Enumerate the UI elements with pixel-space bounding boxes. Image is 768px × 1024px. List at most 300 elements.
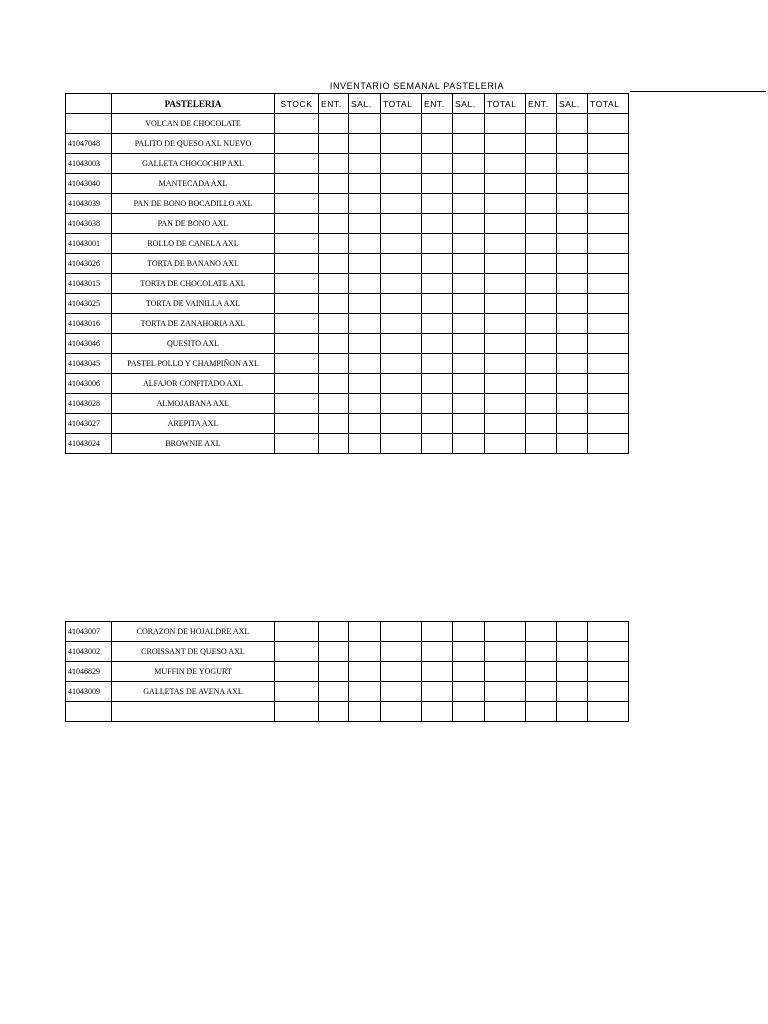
inventory-cell[interactable]	[319, 374, 349, 394]
inventory-cell[interactable]	[319, 174, 349, 194]
product-name: BROWNIE AXL	[112, 434, 275, 454]
product-code: 41043001	[66, 234, 112, 254]
inventory-cell[interactable]	[381, 682, 422, 702]
inventory-cell[interactable]	[275, 194, 319, 214]
product-code	[66, 114, 112, 134]
inventory-cell[interactable]	[381, 702, 422, 722]
inventory-cell[interactable]	[557, 154, 588, 174]
table-row	[66, 682, 629, 702]
product-code: 41043027	[66, 414, 112, 434]
product-name: QUESITO AXL	[112, 334, 275, 354]
inventory-cell[interactable]	[319, 682, 349, 702]
inventory-cell[interactable]	[275, 154, 319, 174]
inventory-cell[interactable]	[319, 314, 349, 334]
inventory-cell[interactable]	[557, 642, 588, 662]
inventory-cell[interactable]	[349, 154, 381, 174]
header-total-3: TOTAL	[588, 94, 629, 114]
header-sal-3: SAL.	[557, 94, 588, 114]
product-code: 41043028	[66, 394, 112, 414]
inventory-cell[interactable]	[319, 114, 349, 134]
inventory-cell[interactable]	[349, 394, 381, 414]
inventory-cell[interactable]	[588, 394, 629, 414]
inventory-cell[interactable]	[275, 314, 319, 334]
inventory-cell[interactable]	[485, 174, 526, 194]
inventory-cell[interactable]	[557, 374, 588, 394]
inventory-cell[interactable]	[557, 682, 588, 702]
inventory-cell[interactable]	[557, 394, 588, 414]
table-row	[66, 134, 629, 154]
inventory-cell[interactable]	[485, 234, 526, 254]
inventory-cell[interactable]	[557, 194, 588, 214]
inventory-cell[interactable]	[557, 354, 588, 374]
inventory-cell[interactable]	[526, 354, 557, 374]
inventory-cell[interactable]	[422, 662, 453, 682]
inventory-cell[interactable]	[349, 434, 381, 454]
inventory-cell[interactable]	[422, 294, 453, 314]
inventory-cell[interactable]	[381, 434, 422, 454]
inventory-cell[interactable]	[381, 254, 422, 274]
inventory-cell[interactable]	[349, 234, 381, 254]
inventory-cell[interactable]	[275, 354, 319, 374]
table-row	[66, 314, 629, 334]
table-row	[66, 702, 629, 722]
inventory-cell[interactable]	[485, 354, 526, 374]
product-name: GALLETA CHOCOCHIP AXL	[112, 154, 275, 174]
product-code: 41043009	[66, 682, 112, 702]
inventory-cell[interactable]	[349, 414, 381, 434]
inventory-cell[interactable]	[485, 274, 526, 294]
inventory-cell[interactable]	[349, 702, 381, 722]
inventory-cell[interactable]	[319, 354, 349, 374]
table-row	[66, 394, 629, 414]
header-ent-3: ENT.	[526, 94, 557, 114]
inventory-cell[interactable]	[381, 662, 422, 682]
inventory-cell[interactable]	[453, 114, 485, 134]
inventory-cell[interactable]	[319, 134, 349, 154]
product-code: 41043002	[66, 642, 112, 662]
inventory-cell[interactable]	[526, 434, 557, 454]
inventory-cell[interactable]	[381, 294, 422, 314]
inventory-cell[interactable]	[526, 154, 557, 174]
inventory-cell[interactable]	[588, 414, 629, 434]
inventory-cell[interactable]	[381, 154, 422, 174]
inventory-cell[interactable]	[588, 194, 629, 214]
inventory-cell[interactable]	[422, 622, 453, 642]
inventory-cell[interactable]	[381, 114, 422, 134]
inventory-cell[interactable]	[422, 394, 453, 414]
inventory-cell[interactable]	[275, 114, 319, 134]
product-code: 41043024	[66, 434, 112, 454]
header-total-1: TOTAL	[381, 94, 422, 114]
inventory-cell[interactable]	[557, 434, 588, 454]
inventory-cell[interactable]	[275, 214, 319, 234]
inventory-cell[interactable]	[349, 662, 381, 682]
inventory-cell[interactable]	[422, 134, 453, 154]
inventory-cell[interactable]	[275, 434, 319, 454]
table-row	[66, 334, 629, 354]
product-code: 41046829	[66, 662, 112, 682]
inventory-cell[interactable]	[422, 274, 453, 294]
inventory-cell[interactable]	[319, 254, 349, 274]
inventory-cell[interactable]	[349, 274, 381, 294]
inventory-cell[interactable]	[588, 274, 629, 294]
inventory-cell[interactable]	[485, 254, 526, 274]
inventory-cell[interactable]	[485, 622, 526, 642]
inventory-table-main	[65, 93, 629, 454]
inventory-cell[interactable]	[588, 702, 629, 722]
product-code: 41043046	[66, 334, 112, 354]
inventory-cell[interactable]	[588, 334, 629, 354]
product-name: TORTA DE CHOCOLATE AXL	[112, 274, 275, 294]
table-row	[66, 254, 629, 274]
table-row	[66, 434, 629, 454]
inventory-cell[interactable]	[453, 254, 485, 274]
inventory-cell[interactable]	[453, 174, 485, 194]
inventory-cell[interactable]	[588, 374, 629, 394]
header-stock: STOCK	[275, 94, 319, 114]
inventory-cell[interactable]	[526, 294, 557, 314]
inventory-cell[interactable]	[349, 134, 381, 154]
inventory-cell[interactable]	[485, 414, 526, 434]
inventory-cell[interactable]	[422, 314, 453, 334]
inventory-cell[interactable]	[381, 354, 422, 374]
inventory-cell[interactable]	[275, 662, 319, 682]
inventory-cell[interactable]	[453, 274, 485, 294]
product-name	[112, 702, 275, 722]
inventory-cell[interactable]	[453, 214, 485, 234]
inventory-cell[interactable]	[526, 214, 557, 234]
product-code: 41043025	[66, 294, 112, 314]
inventory-cell[interactable]	[485, 114, 526, 134]
product-name: PAN DE BONO BOCADILLO AXL	[112, 194, 275, 214]
table-row	[66, 354, 629, 374]
inventory-cell[interactable]	[526, 234, 557, 254]
inventory-cell[interactable]	[588, 234, 629, 254]
inventory-cell[interactable]	[319, 662, 349, 682]
inventory-cell[interactable]	[275, 682, 319, 702]
header-total-2: TOTAL	[485, 94, 526, 114]
inventory-cell[interactable]	[557, 622, 588, 642]
table-row	[66, 194, 629, 214]
product-name: ALMOJABANA AXL	[112, 394, 275, 414]
product-name: TORTA DE VAINILLA AXL	[112, 294, 275, 314]
inventory-cell[interactable]	[557, 414, 588, 434]
product-name: MUFFIN DE YOGURT	[112, 662, 275, 682]
inventory-cell[interactable]	[526, 642, 557, 662]
product-name: CORAZON DE HOJALDRE AXL	[112, 622, 275, 642]
product-name: TORTA DE ZANAHORIA AXL	[112, 314, 275, 334]
inventory-cell[interactable]	[422, 414, 453, 434]
inventory-cell[interactable]	[526, 394, 557, 414]
product-code: 41043039	[66, 194, 112, 214]
inventory-cell[interactable]	[485, 294, 526, 314]
inventory-cell[interactable]	[526, 114, 557, 134]
inventory-cell[interactable]	[557, 114, 588, 134]
table-row	[66, 662, 629, 682]
table-row	[66, 154, 629, 174]
inventory-cell[interactable]	[588, 662, 629, 682]
inventory-cell[interactable]	[422, 334, 453, 354]
inventory-cell[interactable]	[275, 174, 319, 194]
inventory-cell[interactable]	[349, 374, 381, 394]
inventory-cell[interactable]	[381, 214, 422, 234]
inventory-cell[interactable]	[526, 134, 557, 154]
inventory-cell[interactable]	[526, 414, 557, 434]
inventory-cell[interactable]	[319, 334, 349, 354]
inventory-cell[interactable]	[319, 394, 349, 414]
header-sal-2: SAL.	[453, 94, 485, 114]
inventory-cell[interactable]	[381, 374, 422, 394]
product-code: 41043038	[66, 214, 112, 234]
product-name: PASTEL POLLO Y CHAMPIÑON AXL	[112, 354, 275, 374]
inventory-cell[interactable]	[485, 434, 526, 454]
inventory-cell[interactable]	[381, 642, 422, 662]
inventory-cell[interactable]	[275, 294, 319, 314]
inventory-cell[interactable]	[381, 414, 422, 434]
inventory-cell[interactable]	[349, 622, 381, 642]
inventory-cell[interactable]	[557, 314, 588, 334]
inventory-cell[interactable]	[422, 354, 453, 374]
inventory-cell[interactable]	[588, 254, 629, 274]
product-code: 41043003	[66, 154, 112, 174]
inventory-cell[interactable]	[453, 702, 485, 722]
table-row	[66, 174, 629, 194]
inventory-cell[interactable]	[588, 154, 629, 174]
inventory-cell[interactable]	[588, 294, 629, 314]
inventory-cell[interactable]	[453, 682, 485, 702]
inventory-cell[interactable]	[275, 642, 319, 662]
inventory-cell[interactable]	[275, 254, 319, 274]
header-ent-1: ENT.	[319, 94, 349, 114]
inventory-cell[interactable]	[557, 254, 588, 274]
inventory-cell[interactable]	[349, 254, 381, 274]
inventory-cell[interactable]	[526, 334, 557, 354]
inventory-cell[interactable]	[381, 314, 422, 334]
product-name: VOLCAN DE CHOCOLATE	[112, 114, 275, 134]
inventory-cell[interactable]	[319, 214, 349, 234]
product-code: 41043040	[66, 174, 112, 194]
inventory-cell[interactable]	[557, 294, 588, 314]
inventory-cell[interactable]	[526, 702, 557, 722]
product-code: 41043015	[66, 274, 112, 294]
inventory-cell[interactable]	[349, 214, 381, 234]
inventory-cell[interactable]	[319, 294, 349, 314]
product-name: GALLETAS DE AVENA AXL	[112, 682, 275, 702]
inventory-cell[interactable]	[453, 434, 485, 454]
inventory-cell[interactable]	[588, 642, 629, 662]
inventory-cell[interactable]	[349, 682, 381, 702]
inventory-cell[interactable]	[588, 214, 629, 234]
inventory-cell[interactable]	[453, 314, 485, 334]
inventory-cell[interactable]	[319, 434, 349, 454]
inventory-cell[interactable]	[453, 394, 485, 414]
inventory-cell[interactable]	[453, 294, 485, 314]
inventory-cell[interactable]	[422, 374, 453, 394]
inventory-cell[interactable]	[526, 254, 557, 274]
inventory-cell[interactable]	[588, 434, 629, 454]
inventory-cell[interactable]	[422, 194, 453, 214]
inventory-cell[interactable]	[381, 194, 422, 214]
table-row	[66, 274, 629, 294]
inventory-cell[interactable]	[453, 642, 485, 662]
inventory-cell[interactable]	[453, 334, 485, 354]
inventory-cell[interactable]	[422, 642, 453, 662]
inventory-cell[interactable]	[349, 354, 381, 374]
inventory-cell[interactable]	[485, 682, 526, 702]
inventory-cell[interactable]	[557, 274, 588, 294]
product-code	[66, 702, 112, 722]
inventory-cell[interactable]	[588, 114, 629, 134]
inventory-cell[interactable]	[349, 294, 381, 314]
inventory-cell[interactable]	[422, 682, 453, 702]
inventory-cell[interactable]	[526, 174, 557, 194]
table-row	[66, 114, 629, 134]
inventory-cell[interactable]	[381, 274, 422, 294]
inventory-cell[interactable]	[422, 702, 453, 722]
inventory-cell[interactable]	[453, 354, 485, 374]
inventory-cell[interactable]	[319, 194, 349, 214]
inventory-cell[interactable]	[275, 622, 319, 642]
inventory-cell[interactable]	[275, 334, 319, 354]
product-name: AREPITA AXL	[112, 414, 275, 434]
inventory-cell[interactable]	[275, 394, 319, 414]
inventory-cell[interactable]	[422, 434, 453, 454]
inventory-cell[interactable]	[349, 114, 381, 134]
inventory-cell[interactable]	[485, 702, 526, 722]
inventory-cell[interactable]	[275, 414, 319, 434]
product-name: MANTECADA AXL	[112, 174, 275, 194]
inventory-cell[interactable]	[557, 234, 588, 254]
product-name: TORTA DE BANANO AXL	[112, 254, 275, 274]
inventory-cell[interactable]	[319, 154, 349, 174]
inventory-cell[interactable]	[485, 394, 526, 414]
inventory-cell[interactable]	[453, 134, 485, 154]
header-code-cell	[66, 94, 112, 114]
inventory-cell[interactable]	[526, 274, 557, 294]
inventory-cell[interactable]	[588, 622, 629, 642]
inventory-cell[interactable]	[422, 114, 453, 134]
inventory-cell[interactable]	[485, 314, 526, 334]
table-row	[66, 414, 629, 434]
inventory-cell[interactable]	[422, 214, 453, 234]
inventory-cell[interactable]	[275, 374, 319, 394]
inventory-cell[interactable]	[557, 174, 588, 194]
product-code: 41043006	[66, 374, 112, 394]
inventory-cell[interactable]	[557, 662, 588, 682]
table-header-row	[66, 94, 629, 114]
inventory-cell[interactable]	[349, 174, 381, 194]
inventory-cell[interactable]	[275, 134, 319, 154]
inventory-cell[interactable]	[453, 622, 485, 642]
inventory-cell[interactable]	[349, 314, 381, 334]
table-row	[66, 374, 629, 394]
product-name: PAN DE BONO AXL	[112, 214, 275, 234]
inventory-cell[interactable]	[588, 134, 629, 154]
inventory-cell[interactable]	[349, 334, 381, 354]
inventory-cell[interactable]	[422, 174, 453, 194]
inventory-table-second	[65, 621, 629, 722]
inventory-cell[interactable]	[319, 622, 349, 642]
inventory-cell[interactable]	[526, 194, 557, 214]
inventory-cell[interactable]	[453, 662, 485, 682]
inventory-cell[interactable]	[485, 374, 526, 394]
header-ent-2: ENT.	[422, 94, 453, 114]
inventory-cell[interactable]	[422, 154, 453, 174]
inventory-cell[interactable]	[526, 682, 557, 702]
inventory-cell[interactable]	[526, 314, 557, 334]
inventory-cell[interactable]	[319, 642, 349, 662]
header-sal-1: SAL.	[349, 94, 381, 114]
inventory-cell[interactable]	[319, 274, 349, 294]
table-row	[66, 214, 629, 234]
inventory-cell[interactable]	[526, 662, 557, 682]
inventory-cell[interactable]	[275, 234, 319, 254]
title-underline	[630, 91, 766, 92]
table-row	[66, 622, 629, 642]
inventory-cell[interactable]	[588, 354, 629, 374]
inventory-cell[interactable]	[588, 682, 629, 702]
inventory-cell[interactable]	[557, 134, 588, 154]
inventory-cell[interactable]	[319, 414, 349, 434]
product-code: 41047048	[66, 134, 112, 154]
inventory-cell[interactable]	[319, 702, 349, 722]
product-name: CROISSANT DE QUESO AXL	[112, 642, 275, 662]
inventory-cell[interactable]	[485, 154, 526, 174]
inventory-cell[interactable]	[588, 174, 629, 194]
table-row	[66, 294, 629, 314]
inventory-cell[interactable]	[275, 702, 319, 722]
inventory-cell[interactable]	[275, 274, 319, 294]
inventory-cell[interactable]	[319, 234, 349, 254]
inventory-cell[interactable]	[485, 662, 526, 682]
product-code: 41043016	[66, 314, 112, 334]
table-row	[66, 642, 629, 662]
inventory-cell[interactable]	[381, 234, 422, 254]
inventory-cell[interactable]	[485, 642, 526, 662]
inventory-cell[interactable]	[557, 214, 588, 234]
inventory-cell[interactable]	[381, 134, 422, 154]
product-code: 41043026	[66, 254, 112, 274]
inventory-cell[interactable]	[485, 334, 526, 354]
product-code: 41043007	[66, 622, 112, 642]
header-pasteleria: PASTELERIA	[112, 94, 275, 114]
inventory-cell[interactable]	[557, 702, 588, 722]
inventory-cell[interactable]	[485, 194, 526, 214]
inventory-cell[interactable]	[381, 394, 422, 414]
inventory-cell[interactable]	[526, 622, 557, 642]
inventory-cell[interactable]	[588, 314, 629, 334]
inventory-cell[interactable]	[485, 134, 526, 154]
inventory-cell[interactable]	[349, 194, 381, 214]
inventory-cell[interactable]	[485, 214, 526, 234]
inventory-cell[interactable]	[422, 254, 453, 274]
inventory-cell[interactable]	[349, 642, 381, 662]
inventory-cell[interactable]	[381, 622, 422, 642]
sheet-title: INVENTARIO SEMANAL PASTELERIA	[329, 81, 505, 91]
inventory-cell[interactable]	[422, 234, 453, 254]
inventory-cell[interactable]	[526, 374, 557, 394]
inventory-cell[interactable]	[453, 194, 485, 214]
inventory-cell[interactable]	[381, 174, 422, 194]
inventory-cell[interactable]	[453, 374, 485, 394]
inventory-cell[interactable]	[381, 334, 422, 354]
inventory-cell[interactable]	[453, 234, 485, 254]
inventory-cell[interactable]	[557, 334, 588, 354]
inventory-cell[interactable]	[453, 414, 485, 434]
product-code: 41043045	[66, 354, 112, 374]
inventory-cell[interactable]	[453, 154, 485, 174]
product-name: PALITO DE QUESO AXL NUEVO	[112, 134, 275, 154]
